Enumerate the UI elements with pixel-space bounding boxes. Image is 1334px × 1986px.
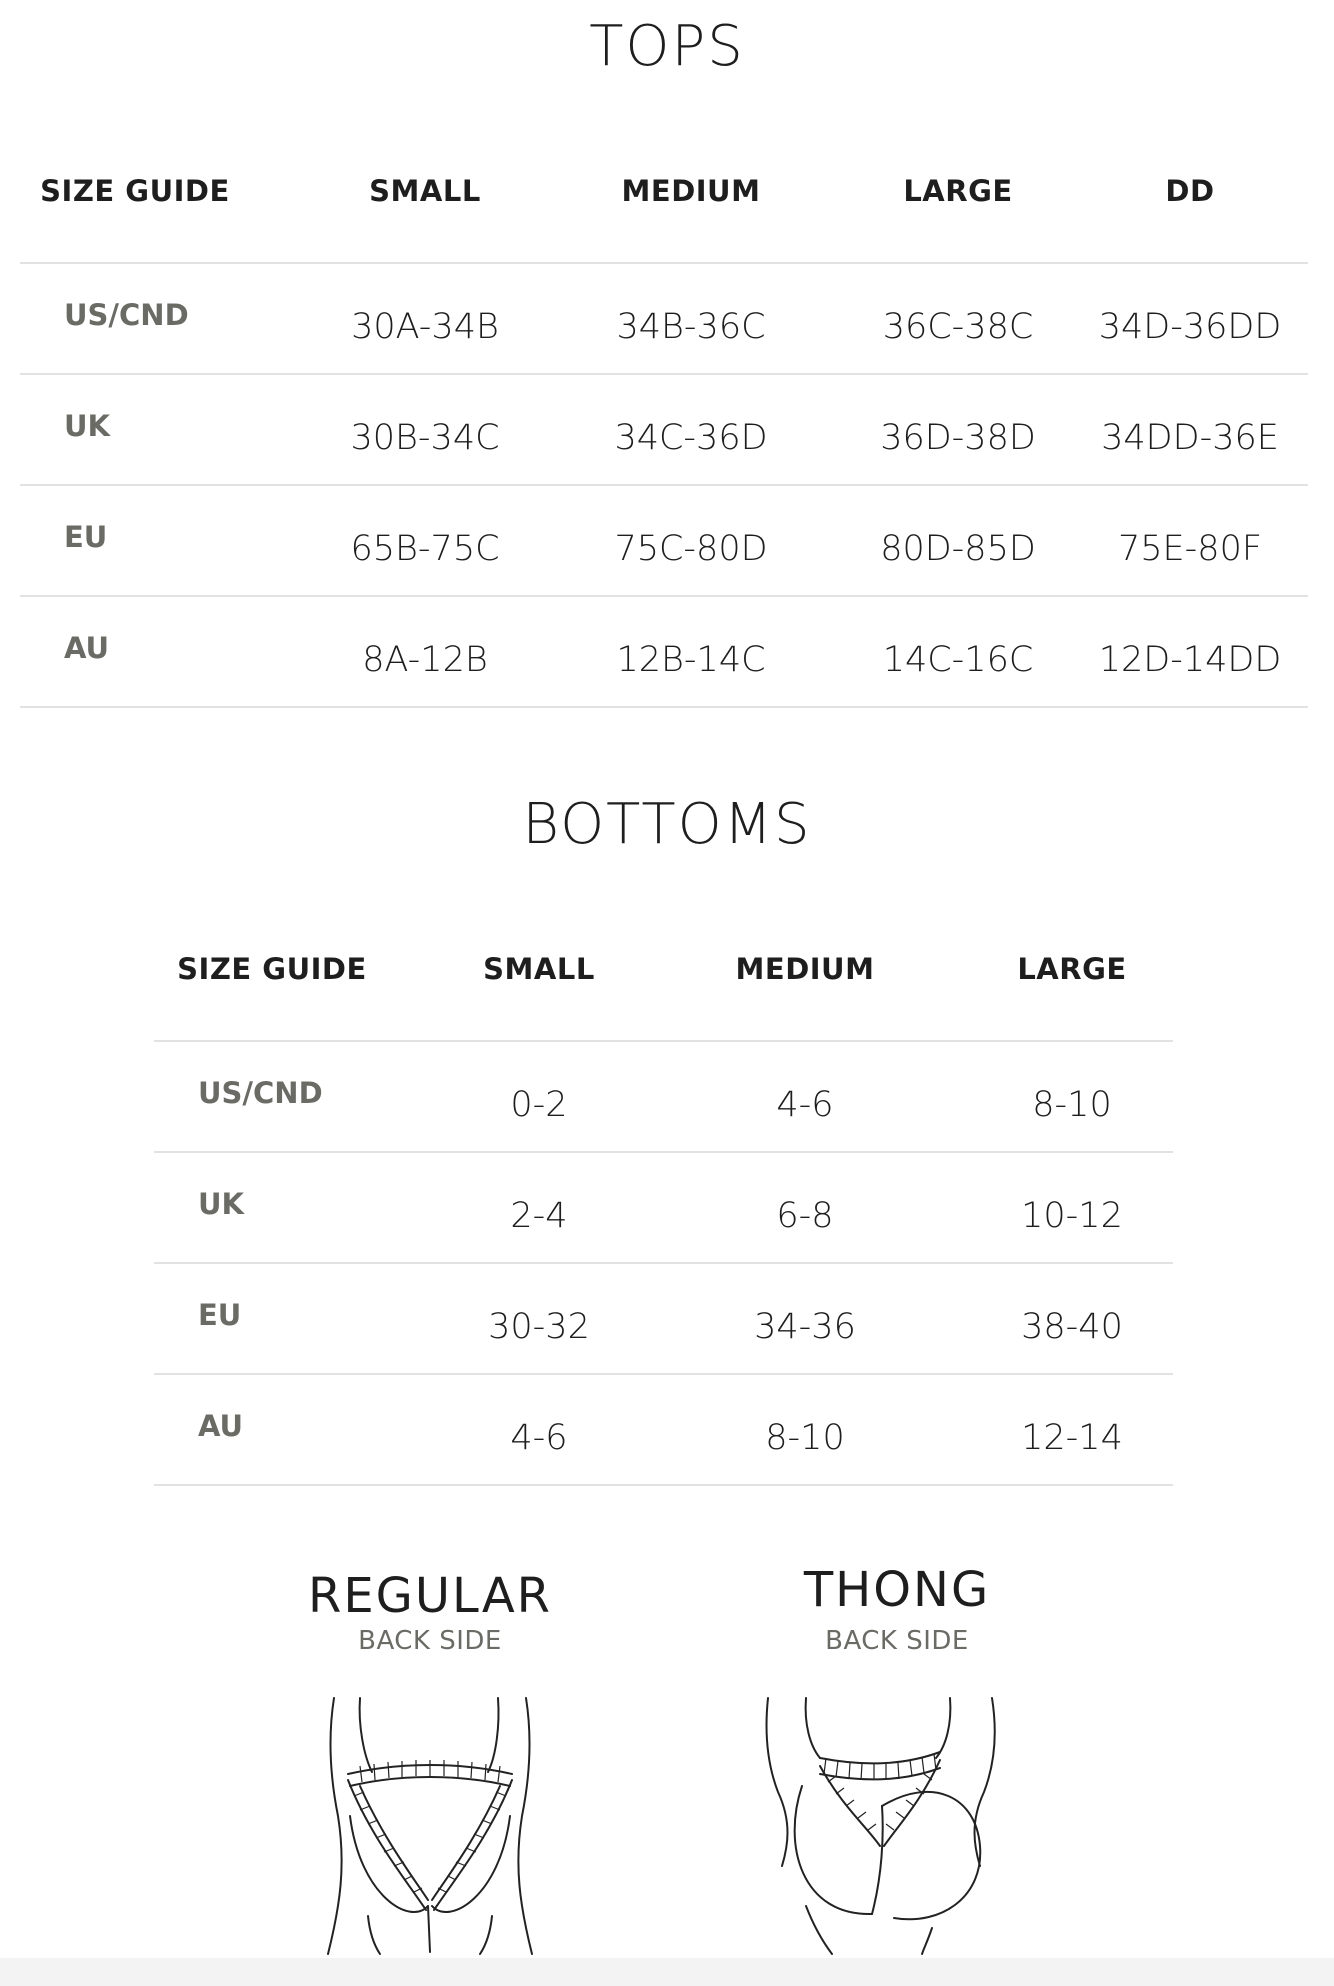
row-label: UK — [64, 408, 111, 443]
tops-header-dd: DD — [1165, 174, 1215, 208]
size-value: 34D-36DD — [1098, 306, 1282, 347]
tops-header-row — [20, 150, 1308, 264]
regular-bottom-illustration — [320, 1696, 540, 1956]
size-value: 75E-80F — [1118, 528, 1262, 569]
tops-header-size-guide: SIZE GUIDE — [40, 174, 230, 208]
table-row — [154, 1264, 1173, 1375]
row-label: US/CND — [198, 1075, 323, 1110]
table-row — [20, 375, 1308, 486]
regular-subtitle: BACK SIDE — [358, 1626, 502, 1656]
tops-header-large: LARGE — [903, 174, 1013, 208]
row-label: EU — [198, 1297, 242, 1332]
regular-title: REGULAR — [307, 1568, 553, 1624]
size-value: 34-36 — [754, 1306, 856, 1347]
size-value: 2-4 — [510, 1195, 568, 1236]
size-value: 36D-38D — [880, 417, 1036, 458]
size-value: 36C-38C — [882, 306, 1034, 347]
row-label: AU — [198, 1408, 244, 1443]
bottoms-header-size-guide: SIZE GUIDE — [177, 952, 367, 986]
thong-title: THONG — [803, 1562, 991, 1618]
row-label: US/CND — [64, 297, 189, 332]
size-value: 0-2 — [510, 1084, 568, 1125]
size-value: 8-10 — [765, 1417, 845, 1458]
size-value: 75C-80D — [614, 528, 768, 569]
table-row — [20, 264, 1308, 375]
bottoms-header-row — [154, 928, 1173, 1042]
size-value: 12D-14DD — [1098, 639, 1282, 680]
size-value: 12-14 — [1021, 1417, 1123, 1458]
size-value: 30A-34B — [351, 306, 499, 347]
row-label: EU — [64, 519, 108, 554]
row-label: AU — [64, 630, 110, 665]
size-value: 80D-85D — [880, 528, 1036, 569]
bottoms-title: BOTTOMS — [522, 792, 812, 857]
size-value: 34B-36C — [616, 306, 766, 347]
table-row — [20, 486, 1308, 597]
table-row — [20, 597, 1308, 708]
size-value: 6-8 — [776, 1195, 834, 1236]
size-value: 4-6 — [776, 1084, 834, 1125]
tops-header-medium: MEDIUM — [621, 174, 761, 208]
thong-bottom-illustration — [762, 1696, 1002, 1956]
size-value: 34C-36D — [614, 417, 768, 458]
tops-header-small: SMALL — [369, 174, 481, 208]
tops-table — [20, 150, 1308, 706]
bottoms-header-medium: MEDIUM — [735, 952, 875, 986]
size-value: 8A-12B — [362, 639, 488, 680]
size-value: 30B-34C — [350, 417, 500, 458]
size-value: 65B-75C — [350, 528, 500, 569]
thong-subtitle: BACK SIDE — [825, 1626, 969, 1656]
bottoms-header-small: SMALL — [483, 952, 595, 986]
size-value: 38-40 — [1021, 1306, 1123, 1347]
row-label: UK — [198, 1186, 245, 1221]
size-value: 12B-14C — [616, 639, 766, 680]
table-row — [154, 1042, 1173, 1153]
size-value: 34DD-36E — [1101, 417, 1279, 458]
table-row — [154, 1375, 1173, 1486]
size-value: 14C-16C — [882, 639, 1034, 680]
tops-title: TOPS — [589, 14, 745, 79]
table-row — [154, 1153, 1173, 1264]
footer-strip — [0, 1958, 1334, 1986]
size-value: 10-12 — [1021, 1195, 1123, 1236]
bottoms-header-large: LARGE — [1017, 952, 1127, 986]
size-value: 4-6 — [510, 1417, 568, 1458]
size-value: 8-10 — [1032, 1084, 1112, 1125]
size-value: 30-32 — [488, 1306, 590, 1347]
bottoms-table — [154, 928, 1173, 1484]
